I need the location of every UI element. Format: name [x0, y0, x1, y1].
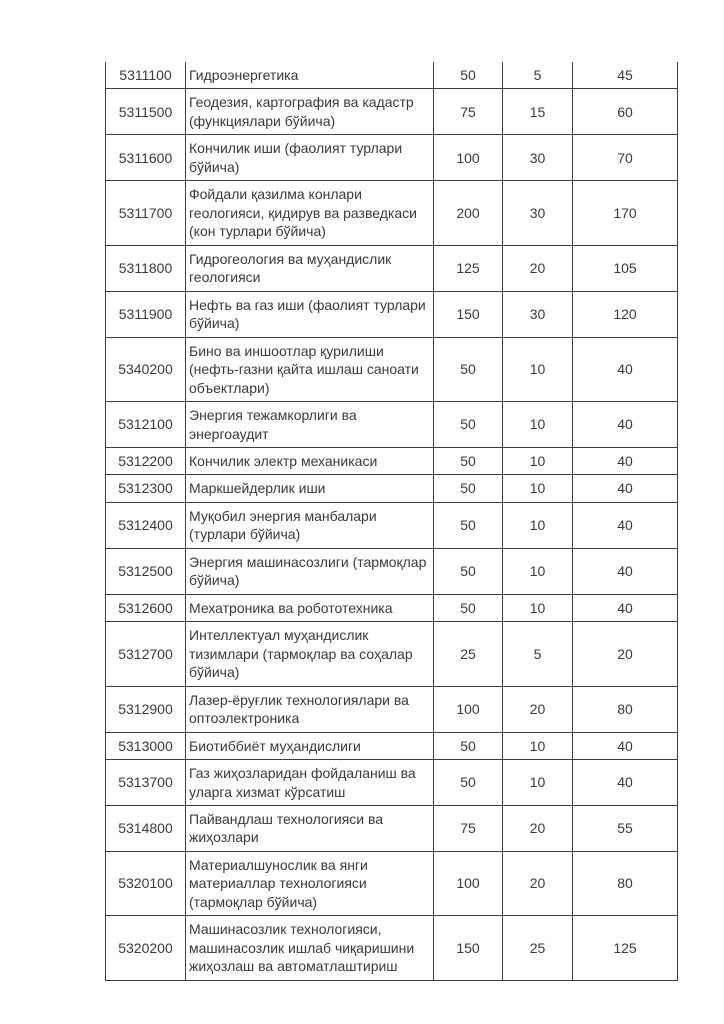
value-cell: 60 — [573, 89, 678, 135]
value-cell: 75 — [434, 89, 503, 135]
value-cell: 50 — [434, 402, 503, 448]
table-row — [106, 594, 678, 621]
code-cell: 5311100 — [106, 62, 186, 89]
value-cell: 20 — [503, 851, 573, 915]
value-cell: 50 — [434, 732, 503, 759]
code-cell: 5314800 — [106, 806, 186, 852]
value-cell: 100 — [434, 686, 503, 732]
value-cell: 10 — [503, 447, 573, 474]
value-cell: 150 — [434, 916, 503, 980]
table-row — [106, 62, 678, 89]
value-cell: 10 — [503, 594, 573, 621]
code-cell: 5312900 — [106, 686, 186, 732]
name-cell: Фойдали қазилма конлари геологияси, қидирув ва разведкаси (кон турлари бўйича) — [186, 181, 434, 245]
value-cell: 70 — [573, 135, 678, 181]
table-row — [106, 732, 678, 759]
name-cell: Энергия тежамкорлиги ва энергоаудит — [186, 402, 434, 448]
value-cell: 40 — [573, 548, 678, 594]
value-cell: 20 — [573, 622, 678, 686]
name-cell: Гидрогеология ва муҳандислик геологияси — [186, 245, 434, 291]
name-cell: Маркшейдерлик иши — [186, 475, 434, 502]
name-cell: Муқобил энергия манбалари (турлари бўйича) — [186, 502, 434, 548]
value-cell: 45 — [573, 62, 678, 89]
value-cell: 50 — [434, 548, 503, 594]
table-row — [106, 337, 678, 401]
code-cell: 5311700 — [106, 181, 186, 245]
table-body — [106, 62, 678, 980]
value-cell: 10 — [503, 402, 573, 448]
name-cell: Машинасозлик технологияси, машинасозлик ишлаб чиқаришини жиҳозлаш ва автоматлаштириш — [186, 916, 434, 980]
value-cell: 150 — [434, 291, 503, 337]
value-cell: 10 — [503, 337, 573, 401]
code-cell: 5311500 — [106, 89, 186, 135]
value-cell: 100 — [434, 851, 503, 915]
value-cell: 5 — [503, 622, 573, 686]
code-cell: 5311900 — [106, 291, 186, 337]
value-cell: 40 — [573, 732, 678, 759]
table-row — [106, 475, 678, 502]
code-cell: 5312700 — [106, 622, 186, 686]
specialty-quota-table — [105, 62, 678, 981]
code-cell: 5313700 — [106, 760, 186, 806]
value-cell: 25 — [434, 622, 503, 686]
value-cell: 10 — [503, 502, 573, 548]
code-cell: 5312200 — [106, 447, 186, 474]
table-row — [106, 89, 678, 135]
value-cell: 50 — [434, 62, 503, 89]
value-cell: 20 — [503, 686, 573, 732]
value-cell: 125 — [434, 245, 503, 291]
value-cell: 100 — [434, 135, 503, 181]
value-cell: 10 — [503, 760, 573, 806]
table-row — [106, 851, 678, 915]
code-cell: 5312300 — [106, 475, 186, 502]
name-cell: Биотиббиёт муҳандислиги — [186, 732, 434, 759]
value-cell: 10 — [503, 475, 573, 502]
name-cell: Нефть ва газ иши (фаолият турлари бўйича) — [186, 291, 434, 337]
value-cell: 80 — [573, 686, 678, 732]
table-row — [106, 135, 678, 181]
value-cell: 50 — [434, 760, 503, 806]
value-cell: 30 — [503, 291, 573, 337]
value-cell: 40 — [573, 475, 678, 502]
value-cell: 10 — [503, 548, 573, 594]
name-cell: Лазер-ёруғлик технологиялари ва оптоэлектроника — [186, 686, 434, 732]
table-row — [106, 502, 678, 548]
value-cell: 40 — [573, 760, 678, 806]
value-cell: 200 — [434, 181, 503, 245]
name-cell: Энергия машинасозлиги (тармоқлар бўйича) — [186, 548, 434, 594]
table-row — [106, 548, 678, 594]
code-cell: 5340200 — [106, 337, 186, 401]
code-cell: 5313000 — [106, 732, 186, 759]
code-cell: 5312100 — [106, 402, 186, 448]
value-cell: 50 — [434, 502, 503, 548]
value-cell: 25 — [503, 916, 573, 980]
value-cell: 40 — [573, 594, 678, 621]
code-cell: 5311800 — [106, 245, 186, 291]
value-cell: 40 — [573, 337, 678, 401]
value-cell: 40 — [573, 402, 678, 448]
code-cell: 5311600 — [106, 135, 186, 181]
value-cell: 20 — [503, 245, 573, 291]
code-cell: 5320200 — [106, 916, 186, 980]
value-cell: 30 — [503, 181, 573, 245]
table-row — [106, 760, 678, 806]
value-cell: 50 — [434, 447, 503, 474]
code-cell: 5312600 — [106, 594, 186, 621]
table-row — [106, 447, 678, 474]
value-cell: 125 — [573, 916, 678, 980]
value-cell: 20 — [503, 806, 573, 852]
value-cell: 10 — [503, 732, 573, 759]
name-cell: Мехатроника ва робототехника — [186, 594, 434, 621]
value-cell: 40 — [573, 502, 678, 548]
table-row — [106, 181, 678, 245]
name-cell: Кончилик иши (фаолият турлари бўйича) — [186, 135, 434, 181]
name-cell: Интеллектуал муҳандислик тизимлари (тармоқлар ва соҳалар бўйича) — [186, 622, 434, 686]
table-row — [106, 402, 678, 448]
name-cell: Материалшунослик ва янги материаллар технологияси (тармоқлар бўйича) — [186, 851, 434, 915]
value-cell: 15 — [503, 89, 573, 135]
table-row — [106, 806, 678, 852]
table-row — [106, 291, 678, 337]
value-cell: 40 — [573, 447, 678, 474]
name-cell: Газ жиҳозларидан фойдаланиш ва уларга хизмат кўрсатиш — [186, 760, 434, 806]
code-cell: 5320100 — [106, 851, 186, 915]
value-cell: 50 — [434, 475, 503, 502]
value-cell: 75 — [434, 806, 503, 852]
name-cell: Геодезия, картография ва кадастр (функциялари бўйича) — [186, 89, 434, 135]
name-cell: Гидроэнергетика — [186, 62, 434, 89]
table-row — [106, 245, 678, 291]
value-cell: 30 — [503, 135, 573, 181]
value-cell: 170 — [573, 181, 678, 245]
value-cell: 5 — [503, 62, 573, 89]
value-cell: 120 — [573, 291, 678, 337]
value-cell: 50 — [434, 594, 503, 621]
name-cell: Кончилик электр механикаси — [186, 447, 434, 474]
table-row — [106, 686, 678, 732]
name-cell: Пайвандлаш технологияси ва жиҳозлари — [186, 806, 434, 852]
table-row — [106, 916, 678, 980]
value-cell: 50 — [434, 337, 503, 401]
value-cell: 55 — [573, 806, 678, 852]
value-cell: 105 — [573, 245, 678, 291]
code-cell: 5312400 — [106, 502, 186, 548]
table-row — [106, 622, 678, 686]
name-cell: Бино ва иншоотлар қурилиши (нефть-газни қайта ишлаш саноати объектлари) — [186, 337, 434, 401]
value-cell: 80 — [573, 851, 678, 915]
code-cell: 5312500 — [106, 548, 186, 594]
